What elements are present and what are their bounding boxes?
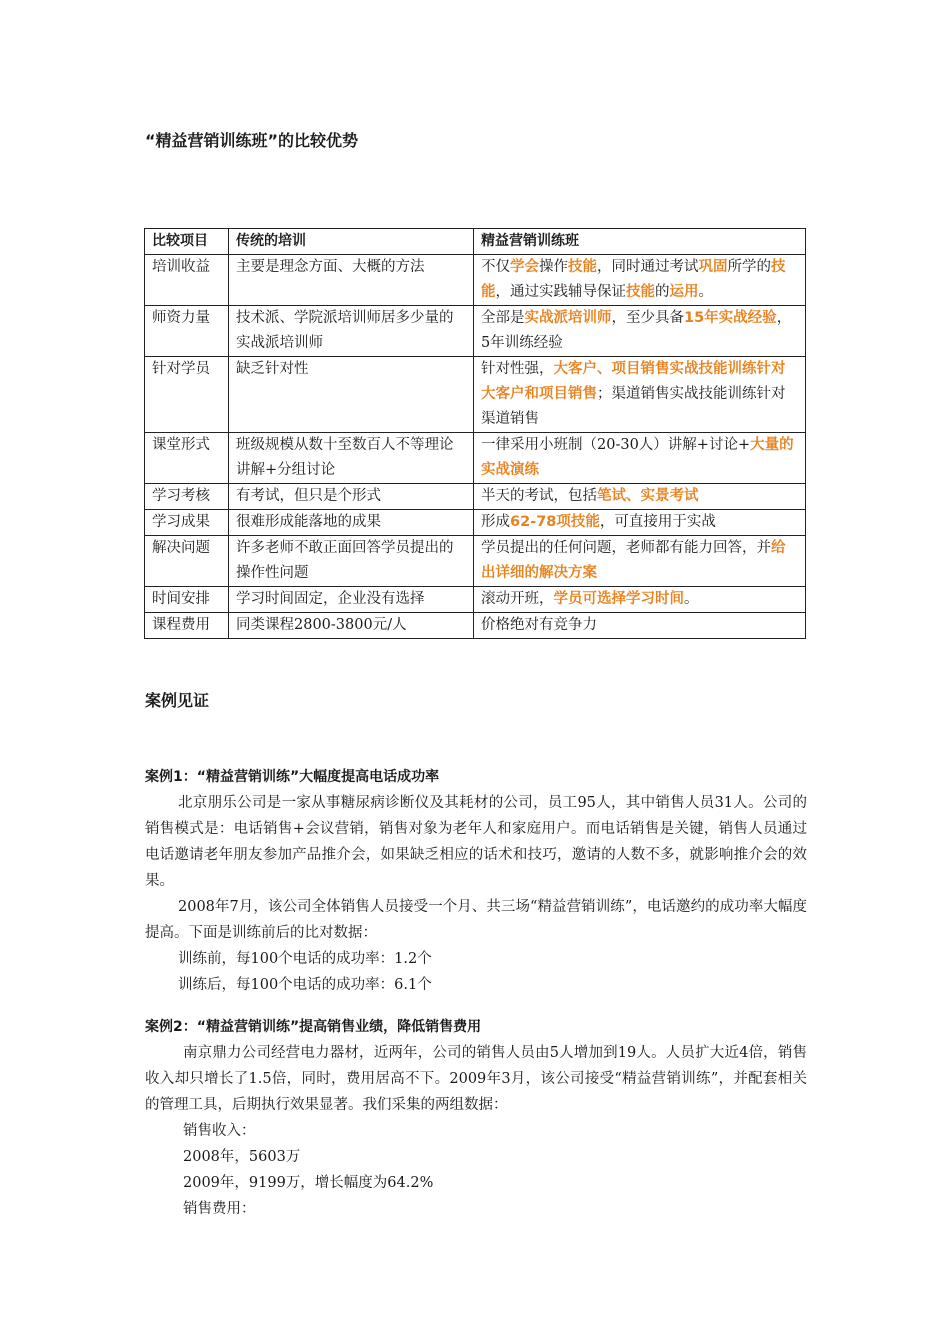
cell-traditional: 同类课程2800-3800元/人: [229, 613, 474, 639]
table-row: [145, 433, 806, 484]
highlight-text: 62-78项技能: [510, 514, 600, 530]
cell-text: 滚动开班，: [481, 591, 554, 607]
highlight-text: 技能: [626, 284, 655, 300]
header-lean: 精益营销训练班: [474, 229, 806, 255]
cell-lean: [474, 484, 806, 510]
highlight-text: 15年实战经验: [684, 310, 777, 326]
cell-text: 的: [655, 284, 670, 300]
table-row: [145, 357, 806, 433]
cell-text: 。: [698, 284, 713, 300]
cell-text: ，5年训练经验: [481, 310, 792, 351]
cell-text: 不仅: [481, 259, 510, 275]
cell-text: 所学的: [727, 259, 771, 275]
table-row: [145, 587, 806, 613]
cell-text: 形成: [481, 514, 510, 530]
header-item: 比较项目: [145, 229, 229, 255]
cell-text: ，可直接用于实战: [599, 514, 716, 530]
section-title: 案例见证: [145, 691, 210, 710]
table-header-row: [145, 229, 806, 255]
page-title: “精益营销训练班”的比较优势: [145, 131, 359, 150]
cell-item: 解决问题: [145, 536, 229, 587]
case-1-title: 案例1：“精益营销训练”大幅度提高电话成功率: [145, 769, 440, 785]
cell-text: 。: [684, 591, 699, 607]
highlight-text: 笔试、实景考试: [597, 488, 699, 504]
case-1-after: 训练后，每100个电话的成功率：6.1个: [178, 977, 432, 993]
case-2-paragraph-1: 南京鼎力公司经营电力器材，近两年，公司的销售人员由5人增加到19人。人员扩大近4倍，销售收入却只增长了1.5倍，同时，费用居高不下。2009年3月，该公司接受“精益营销训练”，并配套相关的管理工具，后期执行效果显著。我们采集的两组数据：: [145, 1045, 807, 1113]
table-row: [145, 510, 806, 536]
highlight-text: 运用: [669, 284, 699, 300]
cell-lean: [474, 433, 806, 484]
highlight-text: 给出详细的解决方案: [481, 540, 786, 581]
table-row: [145, 306, 806, 357]
highlight-text: 巩固: [698, 259, 728, 275]
header-traditional: 传统的培训: [229, 229, 474, 255]
cell-item: 师资力量: [145, 306, 229, 357]
cell-lean: [474, 306, 806, 357]
cell-lean: [474, 587, 806, 613]
table-row: [145, 613, 806, 639]
table-row: [145, 255, 806, 306]
case-1-paragraph-2: 2008年7月，该公司全体销售人员接受一个月、共三场“精益营销训练”，电话邀约的成功率大幅度提高。下面是训练前后的比对数据：: [145, 899, 807, 941]
cell-text: 一律采用小班制（20-30人）讲解+讨论+: [481, 437, 751, 453]
cell-text: 价格绝对有竞争力: [481, 617, 597, 633]
cell-lean: [474, 510, 806, 536]
case-1-before: 训练前，每100个电话的成功率：1.2个: [178, 951, 432, 967]
cell-text: ，至少具备: [611, 310, 684, 326]
cell-item: 学习成果: [145, 510, 229, 536]
cell-traditional: 学习时间固定，企业没有选择: [229, 587, 474, 613]
cell-traditional: 许多老师不敢正面回答学员提出的操作性问题: [229, 536, 474, 587]
highlight-text: 实战派培训师: [524, 310, 612, 326]
cell-item: 培训收益: [145, 255, 229, 306]
cell-lean: [474, 536, 806, 587]
highlight-text: 技能: [481, 259, 786, 300]
cell-lean: [474, 613, 806, 639]
cell-item: 针对学员: [145, 357, 229, 433]
highlight-text: 学会: [510, 259, 539, 275]
cell-item: 课程费用: [145, 613, 229, 639]
cell-traditional: 很难形成能落地的成果: [229, 510, 474, 536]
case-2-title: 案例2：“精益营销训练”提高销售业绩，降低销售费用: [145, 1019, 482, 1035]
table-row: [145, 484, 806, 510]
cell-text: ；渠道销售实战技能训练针对渠道销售: [481, 386, 786, 427]
case-2-income-2009: 2009年，9199万，增长幅度为64.2%: [183, 1175, 434, 1191]
cell-text: 全部是: [481, 310, 525, 326]
highlight-text: 大客户、项目销售实战技能训练针对大客户和项目销售: [481, 361, 786, 402]
cell-text: 学员提出的任何问题，老师都有能力回答，并: [481, 540, 771, 556]
cell-item: 课堂形式: [145, 433, 229, 484]
case-1-paragraph-1: 北京朋乐公司是一家从事糖尿病诊断仪及其耗材的公司，员工95人，其中销售人员31人。公司的销售模式是：电话销售+会议营销，销售对象为老年人和家庭用户。而电话销售是关键，销售人员通过电话邀请老年朋友参加产品推介会，如果缺乏相应的话术和技巧，邀请的人数不多，就影响推介会的效果。: [145, 795, 807, 889]
highlight-text: 大量的实战演练: [481, 437, 794, 478]
comparison-table: [144, 228, 806, 639]
table-row: [145, 536, 806, 587]
cell-traditional: 技术派、学院派培训师居多少量的实战派培训师: [229, 306, 474, 357]
cell-text: ，同时通过考试: [597, 259, 699, 275]
cell-lean: [474, 255, 806, 306]
cell-text: 操作: [539, 259, 568, 275]
cell-item: 学习考核: [145, 484, 229, 510]
cell-text: 半天的考试，包括: [481, 488, 597, 504]
case-2-income-label: 销售收入：: [183, 1123, 256, 1139]
case-2-cost-label: 销售费用：: [183, 1201, 256, 1217]
case-2: [145, 1014, 807, 1222]
highlight-text: 技能: [568, 259, 597, 275]
case-2-income-2008: 2008年，5603万: [183, 1149, 301, 1165]
cell-item: 时间安排: [145, 587, 229, 613]
highlight-text: 学员可选择学习时间: [553, 591, 684, 607]
cell-traditional: 缺乏针对性: [229, 357, 474, 433]
cell-traditional: 主要是理念方面、大概的方法: [229, 255, 474, 306]
cell-lean: [474, 357, 806, 433]
cell-text: 针对性强，: [481, 361, 554, 377]
cell-traditional: 有考试，但只是个形式: [229, 484, 474, 510]
case-1: [145, 764, 807, 998]
cell-traditional: 班级规模从数十至数百人不等理论讲解+分组讨论: [229, 433, 474, 484]
cell-text: ，通过实践辅导保证: [495, 284, 626, 300]
